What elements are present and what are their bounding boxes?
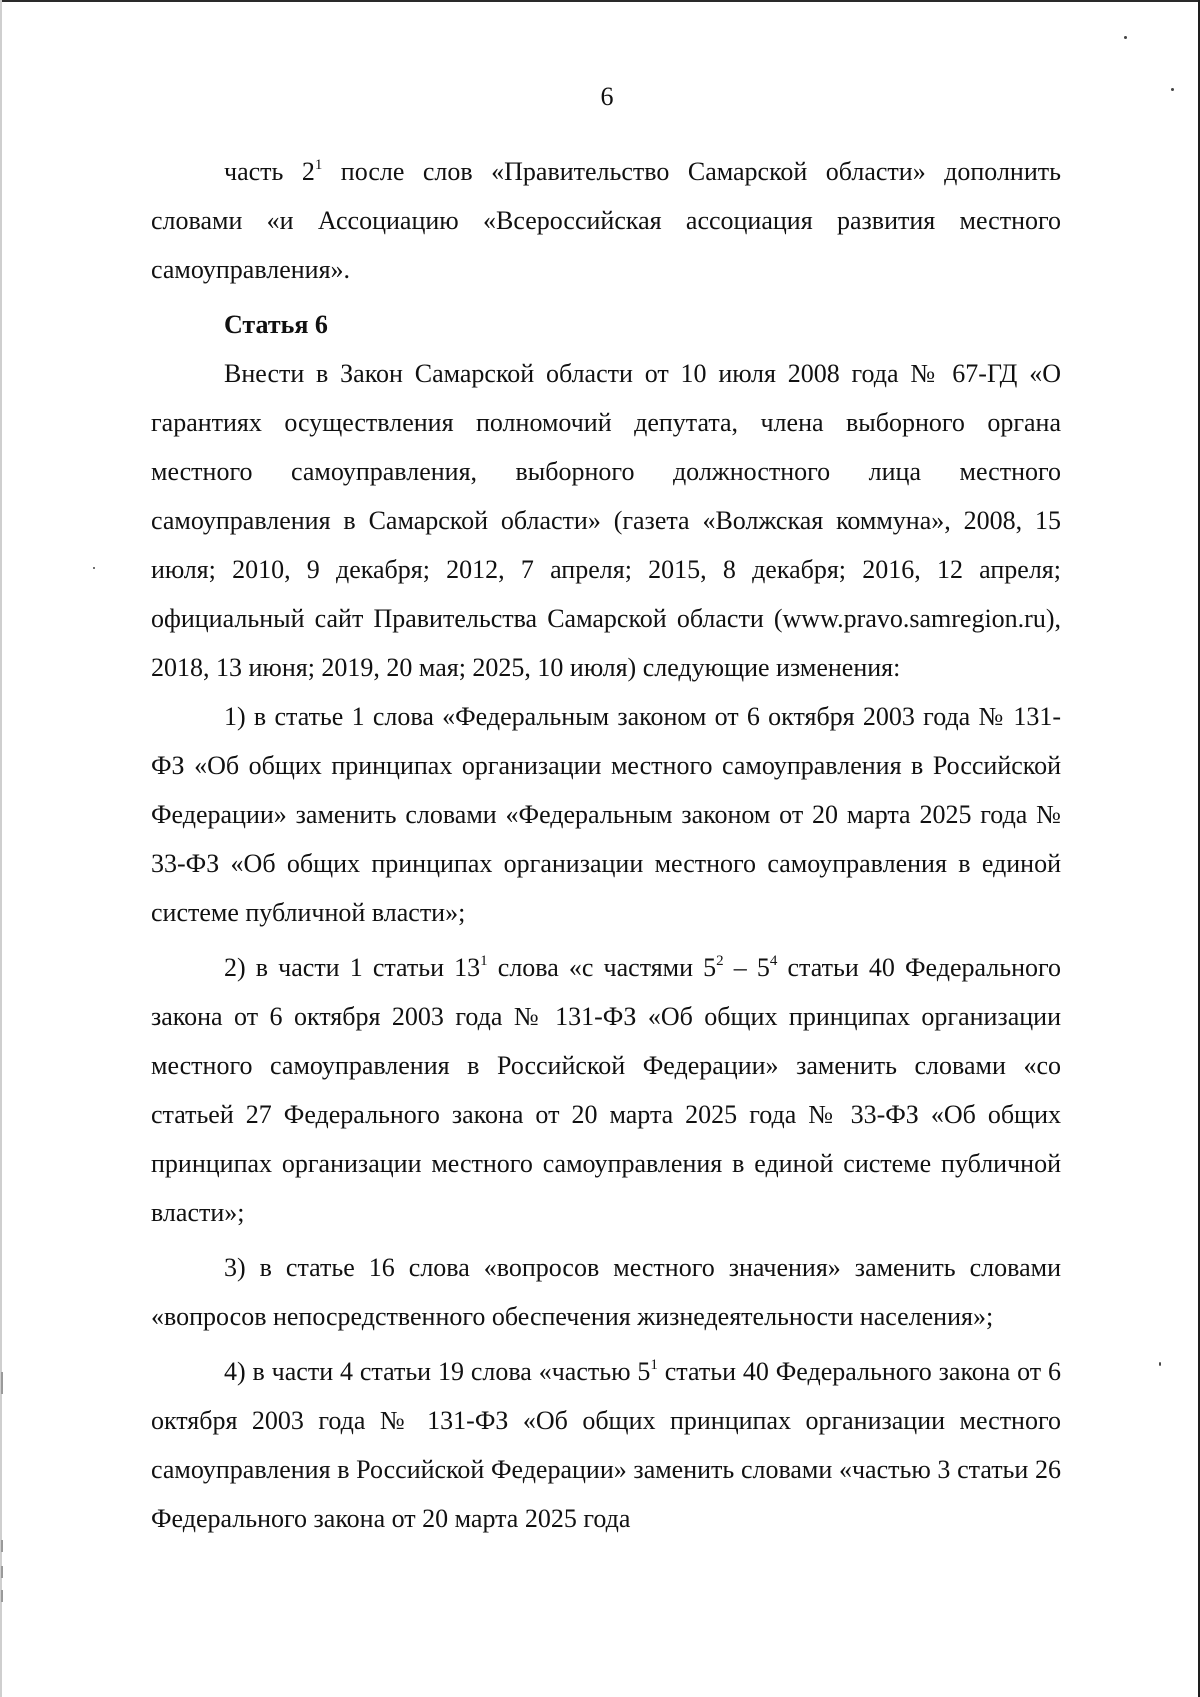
document-body <box>151 147 1061 1543</box>
scan-artifact <box>1 1590 3 1602</box>
article-intro: Внести в Закон Самарской области от 10 июля 2008 года № 67-ГД «О гарантиях осуществления полномочий депутата, члена выборного органа местного самоуправления, выборного должностного лица местного самоуправления в Самарской области» (газета «Волжская коммуна», 2008, 15 июля; 2010, 9 декабря; 2012, 7 апреля; 2015, 8 декабря; 2016, 12 апреля; официальный сайт Правительства Самарской области (www.pravo.samregion.ru), 2018, 13 июня; 2019, 20 мая; 2025, 10 июля) следующие изменения: <box>151 359 1061 682</box>
scan-artifact <box>1 1566 3 1578</box>
scan-artifact <box>1 1372 3 1394</box>
page-number: 6 <box>600 82 614 111</box>
scan-edge-top <box>0 0 1200 2</box>
paragraph-part-2-1: часть $2^1$ после слов «Правительство Самарской области» дополнить словами «и Ассоциацию «Всероссийская ассоциация развития местного самоуправления». <box>151 156 1061 284</box>
scan-speck <box>1124 36 1127 39</box>
scan-speck <box>93 567 95 569</box>
list-item-3: 3) в статье 16 слова «вопросов местного значения» заменить словами «вопросов непосредственного обеспечения жизнедеятельности населения»; <box>151 1253 1061 1331</box>
scan-artifact <box>1 1540 3 1552</box>
scan-speck <box>1159 1362 1161 1366</box>
list-item-1: 1) в статье 1 слова «Федеральным законом от 6 октября 2003 года № 131-ФЗ «Об общих принципах организации местного самоуправления в Российской Федерации» заменить словами «Федеральным законом от 20 марта 2025 года № 33-ФЗ «Об общих принципах организации местного самоуправления в единой системе публичной власти»; <box>151 702 1061 927</box>
article-heading: Статья 6 <box>224 310 328 339</box>
scan-edge-left <box>0 0 2 1697</box>
list-item-2: 2) в части 1 статьи $13^1$ слова «с частями $5^2 - 5^4$ статьи 40 Федерального закона от 6 октября 2003 года № 131-ФЗ «Об общих принципах организации местного самоуправления в Российской Федерации» заменить словами «со статьей 27 Федерального закона от 20 марта 2025 года № 33-ФЗ «Об общих принципах организации местного самоуправления в единой системе публичной власти»; <box>151 952 1062 1227</box>
list-item-4: 4) в части 4 статьи 19 слова «частью $5^1$ статьи 40 Федерального закона от 6 октября 2003 года № 131-ФЗ «Об общих принципах организации местного самоуправления в Российской Федерации» заменить словами «частью 3 статьи 26 Федерального закона от 20 марта 2025 года <box>151 1356 1061 1533</box>
